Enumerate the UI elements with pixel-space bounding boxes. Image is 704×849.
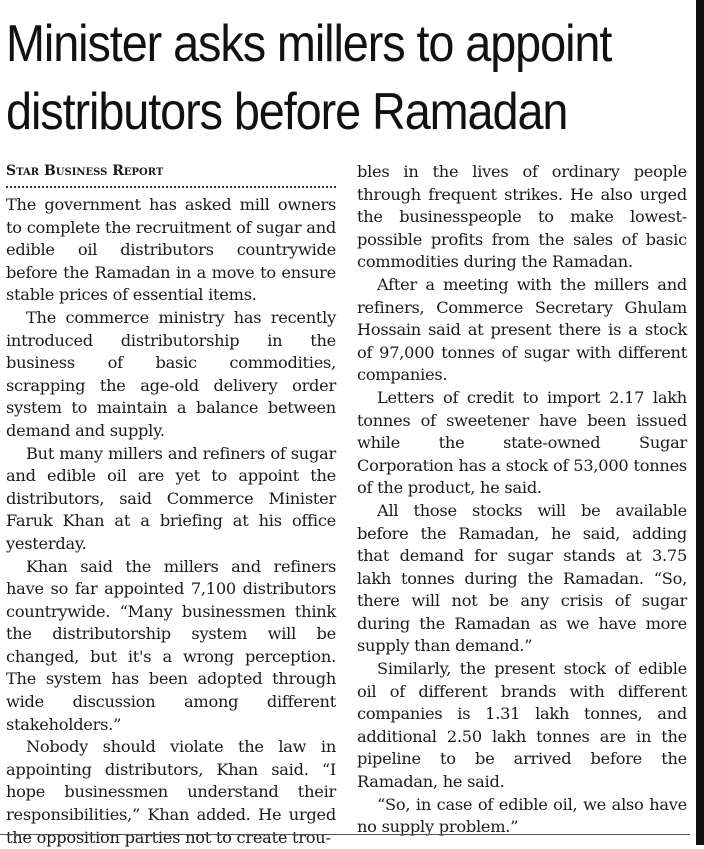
paragraph: All those stocks will be available before the Ramadan, he said, adding that demand for sugar stands at 3.75 lakh tonnes during the Ramadan. “So, there will not be any crisis of sugar during the Ramadan as we have more supply than demand.” [357,500,687,656]
paragraph: After a meeting with the millers and refiners, Commerce Secretary Ghulam Hossain said at present there is a stock of 97,000 tonnes of sugar with different companies. [357,274,687,385]
byline-divider [6,186,336,188]
paragraph: Khan said the millers and refiners have so far appointed 7,100 distributors countrywide. “Many businessmen think the distributorship system will be changed, but it's a wrong perception. The system has been adopted through wide discussion among different stakeholders.” [6,556,336,734]
paragraph: Similarly, the present stock of edible oil of different brands with different companies is 1.31 lakh tonnes, and additional 2.50 lakh tonnes are in the pipeline to be arrived before the Ramadan, he said. [357,659,687,792]
paragraph: Nobody should violate the law in appointing distributors, Khan said. “I hope businessmen understand their responsibilities,” Khan added. He urged the opposition parties not to create trou- [6,737,336,847]
paragraph: bles in the lives of ordinary people through frequent strikes. He also urged the businesspeople to make lowest-possible profits from the sales of basic commodities during the Ramadan. [357,162,687,272]
paragraph: “So, in case of edible oil, we also have no supply problem.” [357,794,687,837]
byline: Star Business Report [6,163,164,179]
paragraph: The government has asked mill owners to complete the recruitment of sugar and edible oil distributors countrywide before the Ramadan in a move to ensure stable prices of essential items. [6,195,336,305]
article-headline [6,10,623,146]
headline-line-2: distributors before Ramadan [6,83,568,141]
article-column-right [357,161,687,839]
bottom-divider [0,834,690,835]
paragraph: The commerce ministry has recently introduced distributorship in the business of basic commodities, scrapping the age-old delivery order system to maintain a balance between demand and supply. [6,307,336,440]
headline-line-1: Minister asks millers to appoint [6,15,612,73]
paragraph: But many millers and refiners of sugar and edible oil are yet to appoint the distributors, said Commerce Minister Faruk Khan at a briefing at his office yesterday. [6,443,336,553]
paragraph: Letters of credit to import 2.17 lakh tonnes of sweetener have been issued while the state-owned Sugar Corporation has a stock of 53,000 tonnes of the product, he said. [357,387,687,498]
article-column-left [6,160,336,849]
page-edge-bar [696,0,704,845]
